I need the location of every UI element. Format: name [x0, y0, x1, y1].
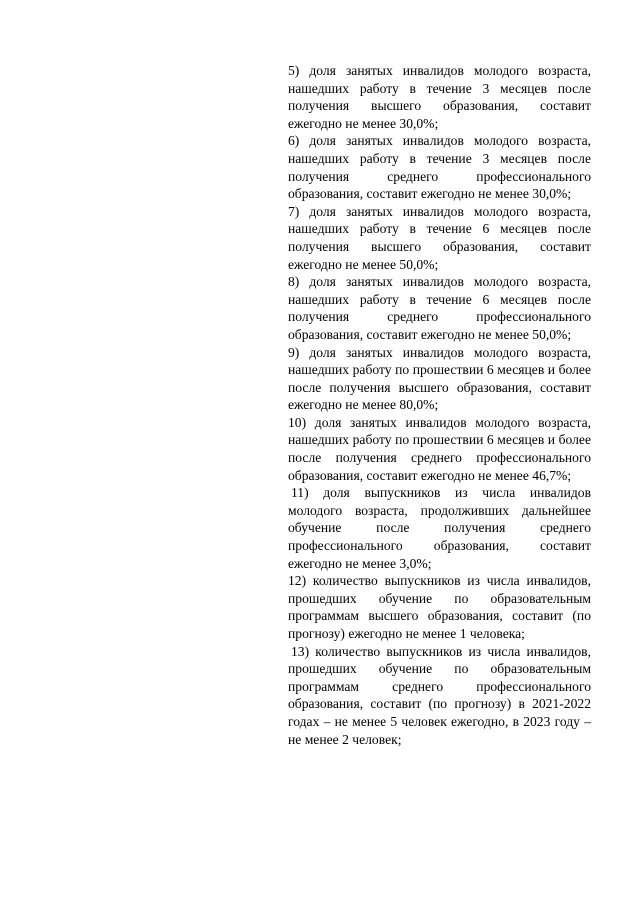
list-item-9: 9) доля занятых инвалидов молодого возраста, нашедших работу по прошествии 6 месяцев и более после получения высшего образования, составит ежегодно не менее 80,0%; — [288, 344, 591, 413]
list-item-10: 10) доля занятых инвалидов молодого возраста, нашедших работу по прошествии 6 месяцев и более после получения среднего профессионального образования, составит ежегодно не менее 46,7%; — [288, 414, 591, 483]
list-item-11: 11) доля выпускников из числа инвалидов молодого возраста, продолживших дальнейшее обучение после получения среднего профессионального образования, составит ежегодно не менее 3,0%; — [288, 485, 591, 571]
list-item-6: 6) доля занятых инвалидов молодого возраста, нашедших работу в течение 3 месяцев после получения среднего профессионального образования, составит ежегодно не менее 30,0%; — [288, 133, 591, 202]
list-item-7: 7) доля занятых инвалидов молодого возраста, нашедших работу в течение 6 месяцев после получения высшего образования, составит ежегодно не менее 50,0%; — [288, 203, 591, 272]
list-item-5: 5) доля занятых инвалидов молодого возраста, нашедших работу в течение 3 месяцев после получения высшего образования, составит ежегодно не менее 30,0%; — [288, 63, 591, 131]
list-item-13: 13) количество выпускников из числа инвалидов, прошедших обучение по образовательным программам среднего профессионального образования, составит (по прогнозу) в 2021-2022 годах – не менее 5 человек ежегодно, в 2023 году – не менее 2 человек; — [288, 643, 591, 747]
list-item-8: 8) доля занятых инвалидов молодого возраста, нашедших работу в течение 6 месяцев после получения среднего профессионального образования, составит ежегодно не менее 50,0%; — [288, 274, 591, 342]
list-item-12: 12) количество выпускников из числа инвалидов, прошедших обучение по образовательным программам высшего образования, составит (по прогнозу) ежегодно не менее 1 человека; — [288, 573, 591, 641]
text-column — [288, 62, 591, 748]
